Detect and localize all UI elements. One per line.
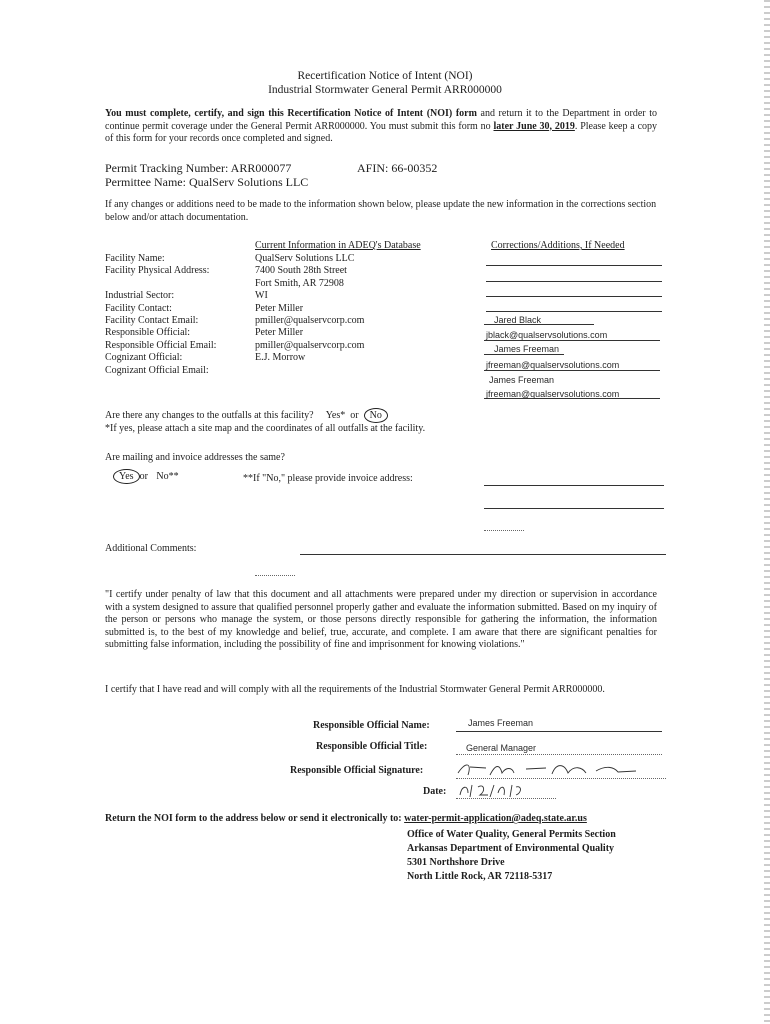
date-label: Date: xyxy=(423,786,447,797)
correction-cognizant-official: James Freeman xyxy=(489,375,555,385)
permittee-name: Permittee Name: QualServ Solutions LLC xyxy=(105,175,309,189)
responsible-official-signature-label: Responsible Official Signature: xyxy=(290,765,424,776)
invoice-address-line-3[interactable] xyxy=(484,530,524,531)
correction-line-8 xyxy=(484,370,660,371)
signature-scribble xyxy=(456,759,666,779)
correction-responsible-official: James Freeman xyxy=(494,344,560,354)
afin-number: AFIN: 66-00352 xyxy=(357,161,438,175)
responsible-official-title-label: Responsible Official Title: xyxy=(316,741,428,752)
date-line xyxy=(456,798,556,799)
current-facility-name: QualServ Solutions LLC xyxy=(255,253,355,264)
correction-line-3 xyxy=(486,296,662,297)
address-line-3: 5301 Northshore Drive xyxy=(407,857,505,868)
outfalls-yes-option[interactable]: Yes* xyxy=(325,410,346,421)
current-responsible-official: Peter Miller xyxy=(255,327,304,339)
responsible-official-name-value: James Freeman xyxy=(468,718,534,728)
comply-statement: I certify that I have read and will comply with all the requirements of the Industrial Stormwater General Permit ARR000000. xyxy=(105,684,605,695)
invoice-address-line-1[interactable] xyxy=(484,485,664,486)
label-cognizant-official-email: Cognizant Official Email: xyxy=(105,364,209,376)
correction-line-4 xyxy=(486,311,662,312)
form-title: Recertification Notice of Intent (NOI) xyxy=(297,70,473,82)
correction-responsible-official-email: jfreeman@qualservsolutions.com xyxy=(486,360,620,370)
current-info-header: Current Information in ADEQ's Database xyxy=(255,240,421,251)
mailing-or: or xyxy=(139,471,148,482)
permit-tracking-number: Permit Tracking Number: ARR000077 xyxy=(105,161,292,175)
address-line-2: Arkansas Department of Environmental Quality xyxy=(407,843,615,854)
outfalls-note: *If yes, please attach a site map and the coordinates of all outfalls at the facility. xyxy=(105,423,426,434)
responsible-official-name-label: Responsible Official Name: xyxy=(313,720,430,731)
intro-bold-lead: You must complete, certify, and sign this Recertification Notice of Intent (NOI) form xyxy=(105,108,477,119)
intro-text-2: . Please keep a copy of this form for your records once completed and signed. xyxy=(105,120,658,144)
correction-line-2 xyxy=(486,281,662,282)
label-blank xyxy=(105,278,216,290)
current-cognizant-official: E.J. Morrow xyxy=(255,352,306,364)
scan-edge-artifact xyxy=(764,0,770,1024)
invoice-address-note: **If "No," please provide invoice address: xyxy=(243,473,413,484)
label-physical-address: Facility Physical Address: xyxy=(105,265,210,277)
outfalls-question-row xyxy=(105,408,388,423)
current-address-line1: 7400 South 28th Street xyxy=(255,265,347,277)
responsible-official-title-line xyxy=(456,754,662,755)
address-line-4: North Little Rock, AR 72118-5317 xyxy=(407,871,553,882)
label-responsible-official: Responsible Official: xyxy=(105,327,191,339)
address-line-1: Office of Water Quality, General Permits Section xyxy=(407,829,616,840)
mailing-question: Are mailing and invoice addresses the same? xyxy=(105,452,285,463)
current-facility-contact-email: pmiller@qualservcorp.com xyxy=(255,314,365,326)
responsible-official-title-value: General Manager xyxy=(466,743,537,753)
correction-line-1 xyxy=(486,265,662,266)
form-subtitle: Industrial Stormwater General Permit ARR000000 xyxy=(268,84,502,96)
outfalls-no-option-circled[interactable]: No xyxy=(364,408,388,423)
additional-comments-line-2[interactable] xyxy=(255,575,295,576)
intro-deadline: later June 30, 2019 xyxy=(493,120,575,132)
current-industrial-sector: WI xyxy=(255,290,268,302)
mailing-yes-option-circled[interactable]: Yes xyxy=(113,469,140,484)
current-values xyxy=(255,253,364,377)
certification-statement: "I certify under penalty of law that this document and all attachments were prepared under my direction or supervision in accordance with a system designed to assure that qualified personnel properly gather and evaluate the information submitted. Based on my inquiry of the person or persons who manage the system, or those persons directly responsible for gathering the information, the information submitted is, to the best of my knowledge and belief, true, accurate, and complete. I am aware that there are significant penalties for submitting false information, including the possibility of fine and imprisonment for knowing violations." xyxy=(105,589,657,650)
label-facility-name: Facility Name: xyxy=(105,253,165,264)
current-facility-contact: Peter Miller xyxy=(255,302,304,314)
outfalls-question: Are there any changes to the outfalls at this facility? xyxy=(105,410,314,421)
correction-line-7 xyxy=(484,354,564,355)
correction-line-6 xyxy=(484,340,660,341)
label-facility-contact: Facility Contact: xyxy=(105,302,172,314)
label-responsible-official-email: Responsible Official Email: xyxy=(105,339,217,351)
return-lead: Return the NOI form to the address below or send it electronically to: xyxy=(105,813,402,824)
changes-note: If any changes or additions need to be made to the information shown below, please update the new information in the corrections section below and/or attach documentation. xyxy=(105,199,657,223)
additional-comments-line-1[interactable] xyxy=(300,554,666,555)
mailing-no-option[interactable]: No** xyxy=(156,471,179,482)
field-labels xyxy=(105,253,216,377)
signature-line xyxy=(456,778,666,779)
correction-facility-contact: Jared Black xyxy=(494,315,542,325)
label-cognizant-official: Cognizant Official: xyxy=(105,352,183,364)
intro-paragraph xyxy=(105,108,657,146)
responsible-official-name-line xyxy=(456,731,662,732)
current-cognizant-official-email xyxy=(255,365,364,377)
intro-text-1: and return it to the Department in order to continue permit coverage under the General Permit ARR000000. You must submit this form no xyxy=(105,108,657,132)
additional-comments-label: Additional Comments: xyxy=(105,543,197,554)
label-industrial-sector: Industrial Sector: xyxy=(105,290,175,302)
correction-cognizant-official-email: jfreeman@qualservsolutions.com xyxy=(486,389,620,399)
outfalls-or: or xyxy=(350,410,359,421)
corrections-header: Corrections/Additions, If Needed xyxy=(491,240,625,251)
correction-facility-contact-email: jblack@qualservsolutions.com xyxy=(486,330,608,340)
current-responsible-official-email: pmiller@qualservcorp.com xyxy=(255,339,365,351)
invoice-address-line-2[interactable] xyxy=(484,508,664,509)
return-email-link[interactable]: water-permit-application@adeq.state.ar.us xyxy=(404,813,587,824)
mailing-options-row xyxy=(113,469,179,484)
label-facility-contact-email: Facility Contact Email: xyxy=(105,314,199,326)
return-instructions xyxy=(105,813,587,825)
current-address-line2: Fort Smith, AR 72908 xyxy=(255,277,344,289)
